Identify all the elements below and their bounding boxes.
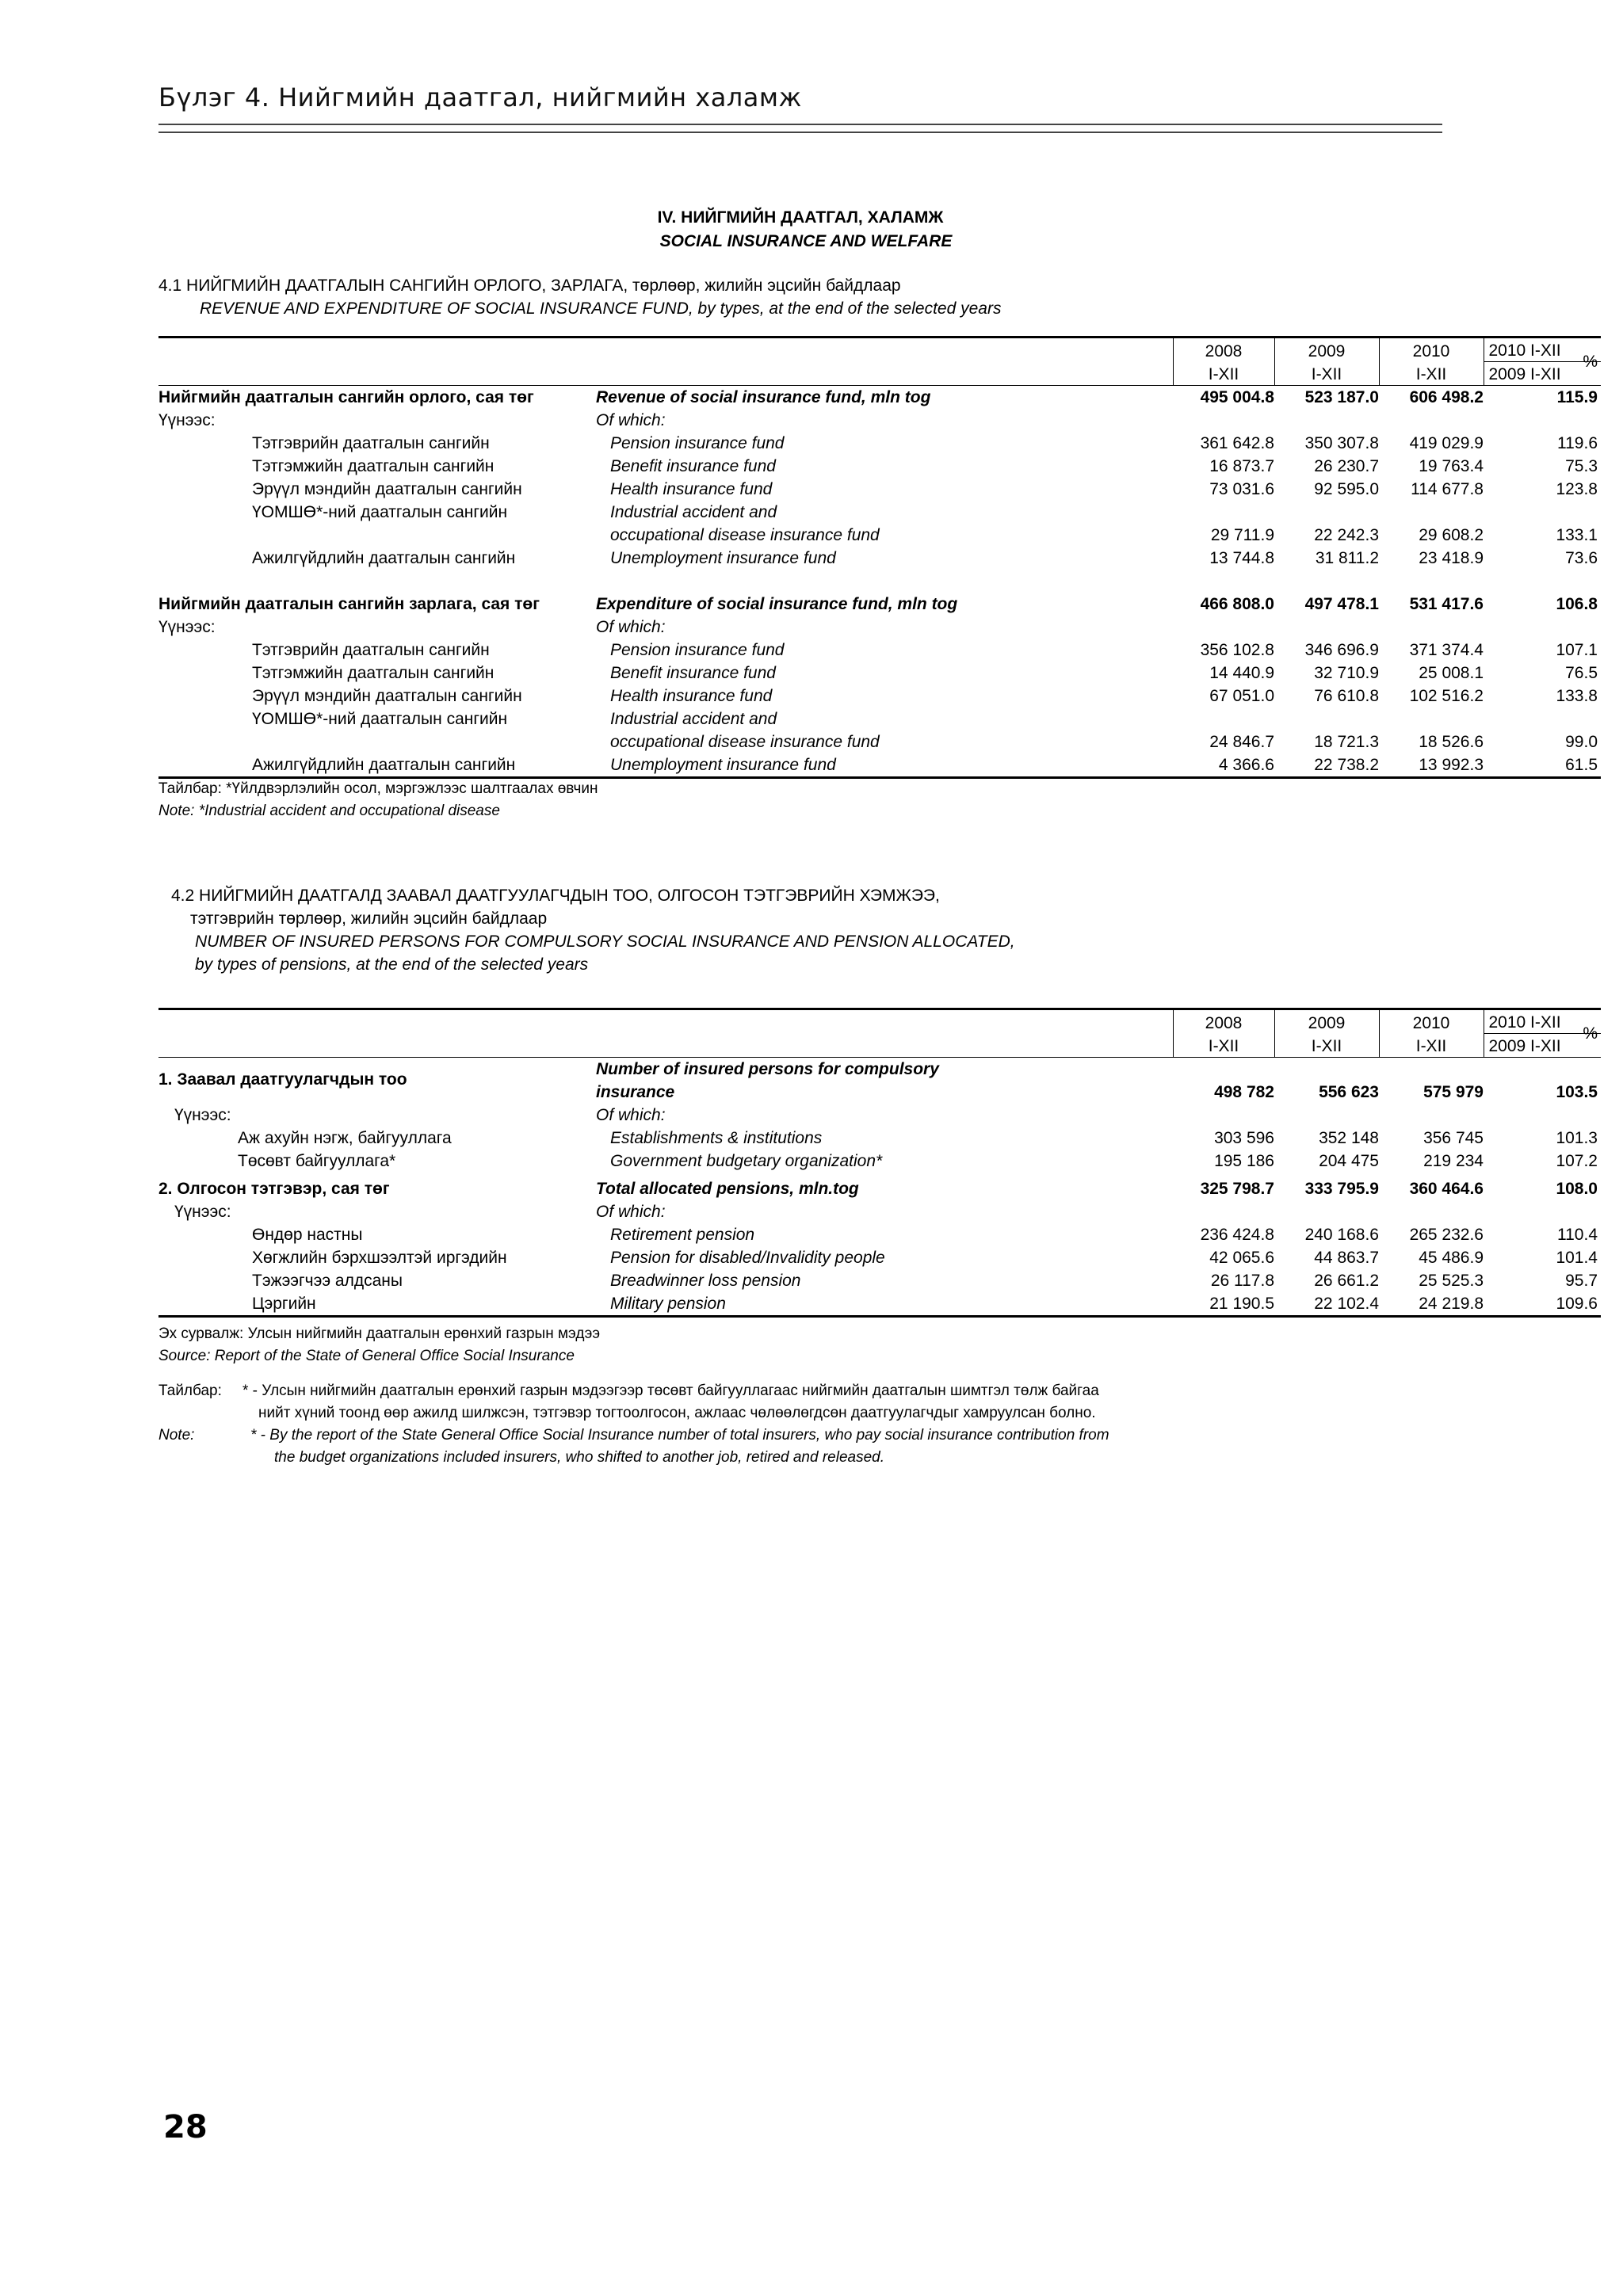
note-mn-2: нийт хүний тоонд өөр ажилд шилжсэн, тэтгэвэр тогтоолгосон, ажлаас чөлөөлөгдсөн даатгуулагчдыг хамруулсан болно. bbox=[258, 1405, 1096, 1421]
table2-source-mn: Эх сурвалж: Улсын нийгмийн даатгалын ерөнхий газрын мэдээ bbox=[158, 1325, 601, 1342]
table2-source-en: Source: Report of the State of General Office Social Insurance bbox=[158, 1348, 575, 1364]
table2-title bbox=[171, 884, 1015, 976]
table1-grid bbox=[158, 336, 1601, 779]
chapter-header bbox=[158, 82, 1442, 113]
section-heading bbox=[158, 206, 1442, 254]
section-heading-en: SOCIAL INSURANCE AND WELFARE bbox=[659, 232, 953, 250]
table1-note-en: Note: *Industrial accident and occupational disease bbox=[158, 803, 500, 819]
note-label-en: Note: bbox=[158, 1427, 195, 1444]
table-row: Number of insured persons for compulsory bbox=[596, 1060, 939, 1078]
col-2008-period: I-XII bbox=[1173, 1034, 1274, 1058]
table2-title-mn-2: тэтгэврийн төрлөөр, жилийн эцсийн байдлаар bbox=[190, 910, 548, 928]
table-row: Үүнээс: Of which: bbox=[174, 1203, 666, 1221]
table-row: Нийгмийн даатгалын сангийн орлого, сая төг Revenue of social insurance fund, mln tog 495 004.8 523 187.0 606 498.2 115.9 bbox=[158, 388, 1598, 406]
note-en-1: * - By the report of the State General Office Social Insurance number of total insurers, who pay social insurance contribution from bbox=[250, 1427, 1109, 1444]
table-row: Төсөвт байгууллага* Government budgetary organization* 195 186 204 475 219 234 107.2 bbox=[238, 1152, 1598, 1170]
col-2009-period: I-XII bbox=[1274, 362, 1379, 386]
table-row: Цэргийн Military pension 21 190.5 22 102.4 24 219.8 109.6 bbox=[158, 1292, 1601, 1317]
table1-note-mn: Тайлбар: *Үйлдвэрлэлийн осол, мэргэжлээс шалтгаалах өвчин bbox=[158, 780, 598, 797]
col-2009-period: I-XII bbox=[1274, 1034, 1379, 1058]
table2-grid bbox=[158, 1008, 1601, 1318]
table-row: Нийгмийн даатгалын сангийн зарлага, сая төг Expenditure of social insurance fund, mln tog 466 808.0 497 478.1 531 417.6 106.8 bbox=[158, 595, 1598, 613]
table1-note bbox=[158, 778, 598, 822]
table-row: ҮОМШӨ*-ний даатгалын сангийн Industrial accident and bbox=[252, 503, 777, 521]
col-ratio-bottom: 2009 I-XII bbox=[1488, 1037, 1561, 1055]
col-pct-sign: % bbox=[1583, 353, 1598, 371]
page-number: 28 bbox=[163, 2109, 208, 2145]
table2-header-row-2 bbox=[158, 1034, 1601, 1058]
note-en-2: the budget organizations included insurers, who shifted to another job, retired and released. bbox=[274, 1449, 884, 1466]
table1-title-en: REVENUE AND EXPENDITURE OF SOCIAL INSURANCE FUND, by types, at the end of the selected years bbox=[200, 299, 1002, 318]
col-2008: 2008 bbox=[1173, 338, 1274, 362]
col-2008: 2008 bbox=[1173, 1009, 1274, 1034]
table-row: Тэтгэврийн даатгалын сангийн Pension insurance fund 361 642.8 350 307.8 419 029.9 119.6 bbox=[252, 434, 1598, 452]
table2-note bbox=[158, 1380, 1442, 1469]
table-row: Тэтгэмжийн даатгалын сангийн Benefit insurance fund 14 440.9 32 710.9 25 008.1 76.5 bbox=[252, 664, 1598, 682]
table2-title-mn-1: 4.2 НИЙГМИЙН ДААТГАЛД ЗААВАЛ ДААТГУУЛАГЧДЫН ТОО, ОЛГОСОН ТЭТГЭВРИЙН ХЭМЖЭЭ, bbox=[171, 887, 940, 905]
insured-persons-label: 1. Заавал даатгуулагчдын тоо bbox=[158, 1070, 407, 1089]
note-label-mn: Тайлбар: bbox=[158, 1383, 222, 1399]
table2-title-en-1: NUMBER OF INSURED PERSONS FOR COMPULSORY SOCIAL INSURANCE AND PENSION ALLOCATED, bbox=[195, 933, 1015, 951]
header-rule-bottom bbox=[158, 132, 1442, 133]
table-row: Хөгжлийн бэрхшээлтэй иргэдийн Pension for disabled/Invalidity people 42 065.6 44 863.7 45 486.9 101.4 bbox=[252, 1249, 1598, 1267]
table-row: Үүнээс: Of which: bbox=[158, 411, 666, 429]
table2-header-row bbox=[158, 1009, 1601, 1034]
table1-header-row bbox=[158, 338, 1601, 362]
col-2008-period: I-XII bbox=[1173, 362, 1274, 386]
table-row: Үүнээс: Of which: bbox=[158, 618, 666, 636]
col-2010: 2010 bbox=[1379, 338, 1484, 362]
table-row: occupational disease insurance fund 24 846.7 18 721.3 18 526.6 99.0 bbox=[610, 733, 1598, 751]
table-row: Өндөр настны Retirement pension 236 424.8 240 168.6 265 232.6 110.4 bbox=[252, 1226, 1598, 1244]
table-row: 1. Заавал даатгуулагчдын тоо insurance 498 782 556 623 575 979 103.5 bbox=[158, 1081, 1601, 1104]
col-2009: 2009 bbox=[1274, 338, 1379, 362]
col-2010-period: I-XII bbox=[1379, 362, 1484, 386]
table-row: Ажилгүйдлийн даатгалын сангийн Unemployment insurance fund 13 744.8 31 811.2 23 418.9 73.6 bbox=[252, 549, 1598, 567]
col-2009: 2009 bbox=[1274, 1009, 1379, 1034]
col-ratio-top: 2010 I-XII bbox=[1484, 1009, 1601, 1034]
note-mn-1: * - Улсын нийгмийн даатгалын ерөнхий газрын мэдээгээр төсөвт байгууллагаас нийгмийн даатгалын шимтгэл төлж байгаа bbox=[242, 1383, 1099, 1399]
table-row: 2. Олгосон тэтгэвэр, сая төг Total allocated pensions, mln.tog 325 798.7 333 795.9 360 464.6 108.0 bbox=[158, 1180, 1598, 1198]
col-ratio-top: 2010 I-XII bbox=[1484, 338, 1601, 362]
table-row: Тэтгэмжийн даатгалын сангийн Benefit insurance fund 16 873.7 26 230.7 19 763.4 75.3 bbox=[252, 457, 1598, 475]
table1-title-mn: 4.1 НИЙГМИЙН ДААТГАЛЫН САНГИЙН ОРЛОГО, ЗАРЛАГА, төрлөөр, жилийн эцсийн байдлаар bbox=[158, 277, 901, 295]
table2-title-en-2: by types of pensions, at the end of the selected years bbox=[195, 955, 589, 974]
chapter-title: Бүлэг 4. Нийгмийн даатгал, нийгмийн халамж bbox=[158, 82, 802, 113]
col-2010: 2010 bbox=[1379, 1009, 1484, 1034]
table-row: Тэтгэврийн даатгалын сангийн Pension insurance fund 356 102.8 346 696.9 371 374.4 107.1 bbox=[252, 641, 1598, 659]
table-row: Ажилгүйдлийн даатгалын сангийн Unemployment insurance fund 4 366.6 22 738.2 13 992.3 61.5 bbox=[158, 753, 1601, 778]
table-row: Үүнээс: Of which: bbox=[174, 1106, 666, 1124]
table1-header-row-2 bbox=[158, 362, 1601, 386]
table-row: Эрүүл мэндийн даатгалын сангийн Health insurance fund 73 031.6 92 595.0 114 677.8 123.8 bbox=[252, 480, 1598, 498]
col-2010-period: I-XII bbox=[1379, 1034, 1484, 1058]
section-heading-mn: IV. НИЙГМИЙН ДААТГАЛ, ХАЛАМЖ bbox=[657, 208, 944, 227]
table-row: Аж ахуйн нэгж, байгууллага Establishments & institutions 303 596 352 148 356 745 101.3 bbox=[238, 1129, 1598, 1147]
table1-title bbox=[158, 274, 1001, 320]
col-ratio-bottom: 2009 I-XII bbox=[1488, 365, 1561, 383]
table-row: ҮОМШӨ*-ний даатгалын сангийн Industrial accident and bbox=[252, 710, 777, 728]
col-pct-sign: % bbox=[1583, 1024, 1598, 1043]
table-row: Эрүүл мэндийн даатгалын сангийн Health insurance fund 67 051.0 76 610.8 102 516.2 133.8 bbox=[252, 687, 1598, 705]
header-rule-top bbox=[158, 124, 1442, 125]
table-row: occupational disease insurance fund 29 711.9 22 242.3 29 608.2 133.1 bbox=[610, 526, 1598, 544]
table2-source bbox=[158, 1323, 600, 1367]
table-row: Тэжээгчээ алдсаны Breadwinner loss pension 26 117.8 26 661.2 25 525.3 95.7 bbox=[252, 1272, 1598, 1290]
